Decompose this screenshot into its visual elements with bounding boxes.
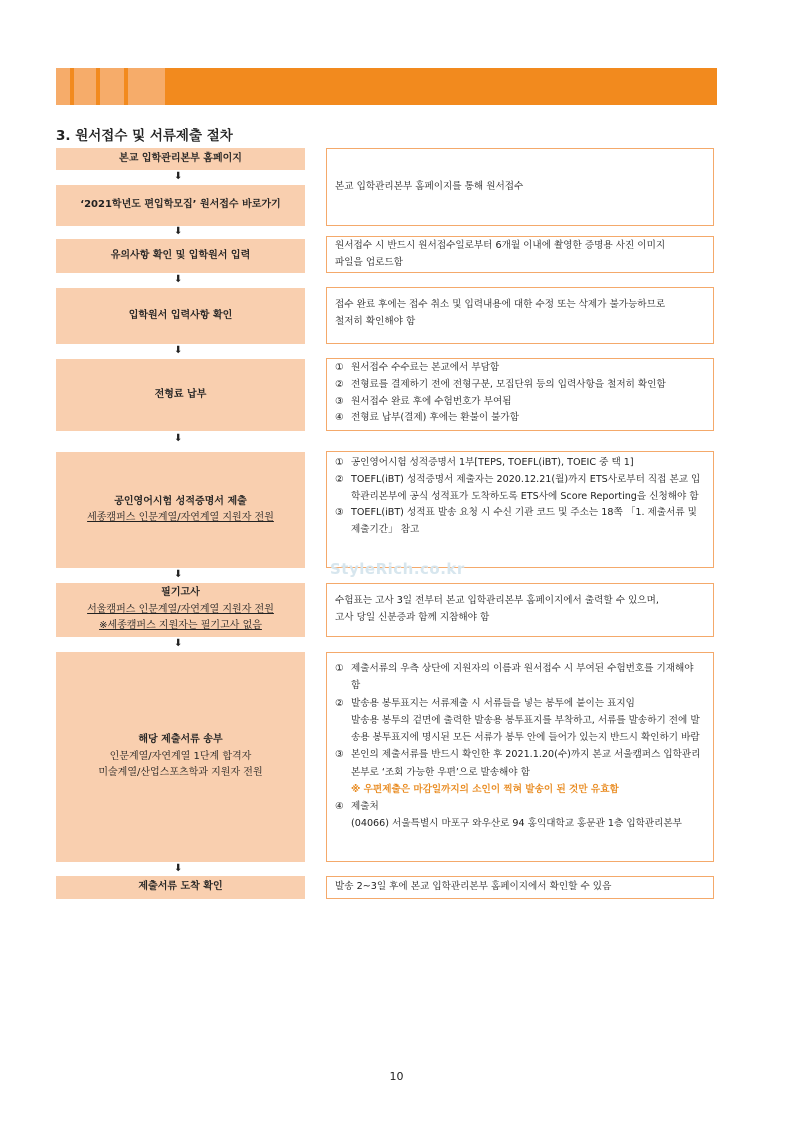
list-item <box>335 695 705 712</box>
step-label: 제출서류 도착 확인 <box>138 881 223 893</box>
down-arrow-icon: ⬇ <box>174 433 183 444</box>
section-title: 3. 원서접수 및 서류제출 절차 <box>56 128 233 144</box>
list-item <box>335 505 705 539</box>
step-label: 입학원서 입력사항 확인 <box>128 309 233 321</box>
down-arrow-icon: ⬇ <box>174 863 183 874</box>
note-text: 수험표는 고사 3일 전부터 본교 입학관리본부 홈페이지에서 출력할 수 있으며, <box>335 595 659 606</box>
item-text: 전형료 납부(결제) 후에는 환불이 불가함 <box>351 412 519 424</box>
item-text: 원서접수 수수료는 본교에서 부담함 <box>351 362 500 373</box>
item-number: ① <box>335 362 344 373</box>
step-sublabel: 서울캠퍼스 인문계열/자연계열 지원자 전원 <box>87 603 274 615</box>
note-english <box>326 451 714 568</box>
list-item <box>335 746 705 781</box>
item-number: ① <box>335 457 344 468</box>
note-arrival <box>326 876 714 899</box>
watermark-text: StyleRich.co.kr <box>330 560 465 578</box>
list-item <box>335 360 705 377</box>
note-list <box>335 660 705 781</box>
down-arrow-icon: ⬇ <box>174 569 183 580</box>
list-item <box>335 410 705 427</box>
step-label: ‘2021학년도 편입학모집’ 원서접수 바로가기 <box>80 199 281 211</box>
note-list <box>335 798 705 815</box>
step-label: 유의사항 확인 및 입학원서 입력 <box>110 249 251 261</box>
item-number: ③ <box>335 749 344 761</box>
note-list <box>335 360 705 427</box>
step-sublabel: 미술계열/산업스포츠학과 지원자 전원 <box>98 767 263 779</box>
note-confirm <box>326 287 714 344</box>
step-arrival-check <box>56 876 305 899</box>
step-input-application <box>56 239 305 273</box>
item-text: 제출서류의 우측 상단에 지원자의 이름과 원서접수 시 부여된 수험번호를 기재해야 함 <box>351 663 694 692</box>
postal-note: ※ 우편제출은 마감일까지의 소인이 찍혀 발송이 된 것만 유효함 <box>351 783 619 795</box>
item-text: TOEFL(iBT) 성적증명서 제출자는 2020.12.21(월)까지 ETS사로부터 직접 본교 입학관리본부에 공식 성적표가 도착하도록 ETS사에 Score Reporting을 신청해야 함 <box>351 473 701 502</box>
banner-square <box>100 68 124 105</box>
item-number: ② <box>335 697 344 709</box>
list-item <box>335 472 705 506</box>
note-text: 본교 입학관리본부 홈페이지를 통해 원서접수 <box>335 180 524 192</box>
step-fee-payment <box>56 359 305 431</box>
item-number: ④ <box>335 801 344 813</box>
note-photo <box>326 236 714 273</box>
item-number: ③ <box>335 395 344 407</box>
down-arrow-icon: ⬇ <box>174 345 183 356</box>
down-arrow-icon: ⬇ <box>174 638 183 649</box>
note-list <box>335 455 705 539</box>
item-text: 본인의 제출서류를 반드시 확인한 후 2021.1.20(수)까지 본교 서울캠퍼스 입학관리본부로 ‘조회 가능한 우편’으로 발송해야 함 <box>351 749 701 778</box>
note-text: 발송 2~3일 후에 본교 입학관리본부 홈페이지에서 확인할 수 있음 <box>335 881 612 893</box>
item-number: ③ <box>335 507 344 519</box>
item-text: 원서접수 완료 후에 수험번호가 부여됨 <box>351 395 512 407</box>
note-text: 고사 당일 신분증과 함께 지참해야 함 <box>335 611 490 623</box>
list-item <box>335 660 705 695</box>
list-item <box>335 798 705 815</box>
step-sublabel: 세종캠퍼스 인문계열/자연계열 지원자 전원 <box>87 512 274 523</box>
step-label: 필기고사 <box>161 587 200 599</box>
step-sublabel: 인문계열/자연계열 1단계 합격자 <box>109 750 252 762</box>
note-homepage <box>326 148 714 226</box>
note-text: 파일을 업로드함 <box>335 256 403 268</box>
note-text: 접수 완료 후에는 접수 취소 및 입력내용에 대한 수정 또는 삭제가 불가능하므로 <box>335 299 666 310</box>
down-arrow-icon: ⬇ <box>174 274 183 285</box>
item-text: 발송용 봉투표지는 서류제출 시 서류들을 넣는 봉투에 붙이는 표지임 <box>351 697 635 709</box>
down-arrow-icon: ⬇ <box>174 226 183 237</box>
address-text: (04066) 서울특별시 마포구 와우산로 94 홍익대학교 홍문관 1층 입학관리본부 <box>351 818 682 830</box>
step-apply-shortcut <box>56 185 305 226</box>
item-text: 공인영어시험 성적증명서 1부[TEPS, TOEFL(iBT), TOEIC 중 택 1] <box>351 457 634 468</box>
step-label: 전형료 납부 <box>154 388 207 400</box>
item-text: 제출처 <box>351 801 379 813</box>
item-text: 발송용 봉투의 겉면에 출력한 발송용 봉투표지를 부착하고, 서류를 발송하기 전에 발송용 봉투표지에 명시된 모든 서류가 봉투 안에 들어가 있는지 반드시 확인하기 바람 <box>351 714 700 744</box>
note-fee <box>326 358 714 431</box>
banner-square <box>74 68 96 105</box>
step-label: 공인영어시험 성적증명서 제출 <box>114 495 247 507</box>
list-item <box>335 712 705 747</box>
step-english-score <box>56 452 305 568</box>
step-send-documents <box>56 652 305 862</box>
list-item <box>335 377 705 394</box>
step-sublabel: ※세종캠퍼스 지원자는 필기고사 없음 <box>99 620 262 632</box>
step-written-exam <box>56 583 305 637</box>
item-number: ② <box>335 378 344 390</box>
item-text: TOEFL(iBT) 성적표 발송 요청 시 수신 기관 코드 및 주소는 18쪽 「1. 제출서류 및 제출기간」 참고 <box>351 507 697 536</box>
item-number: ② <box>335 473 344 485</box>
watermark <box>330 560 465 578</box>
step-label: 본교 입학관리본부 홈페이지 <box>119 152 242 164</box>
step-homepage <box>56 148 305 170</box>
note-documents <box>326 652 714 862</box>
item-number: ④ <box>335 412 344 424</box>
step-label: 해당 제출서류 송부 <box>138 734 223 746</box>
page-number: 10 <box>389 1070 404 1083</box>
list-item <box>335 394 705 411</box>
item-text: 전형료를 결제하기 전에 전형구분, 모집단위 등의 입력사항을 철저히 확인함 <box>351 378 666 390</box>
note-text: 원서접수 시 반드시 원서접수일로부터 6개월 이내에 촬영한 증명용 사진 이미지 <box>335 240 666 251</box>
note-exam <box>326 583 714 637</box>
note-text: 철저히 확인해야 함 <box>335 315 416 327</box>
item-number: ① <box>335 663 344 674</box>
banner-square <box>128 68 165 105</box>
step-confirm-input <box>56 288 305 344</box>
list-item <box>335 455 705 472</box>
banner-square <box>56 68 70 105</box>
header-banner <box>56 68 717 105</box>
down-arrow-icon: ⬇ <box>174 171 183 182</box>
